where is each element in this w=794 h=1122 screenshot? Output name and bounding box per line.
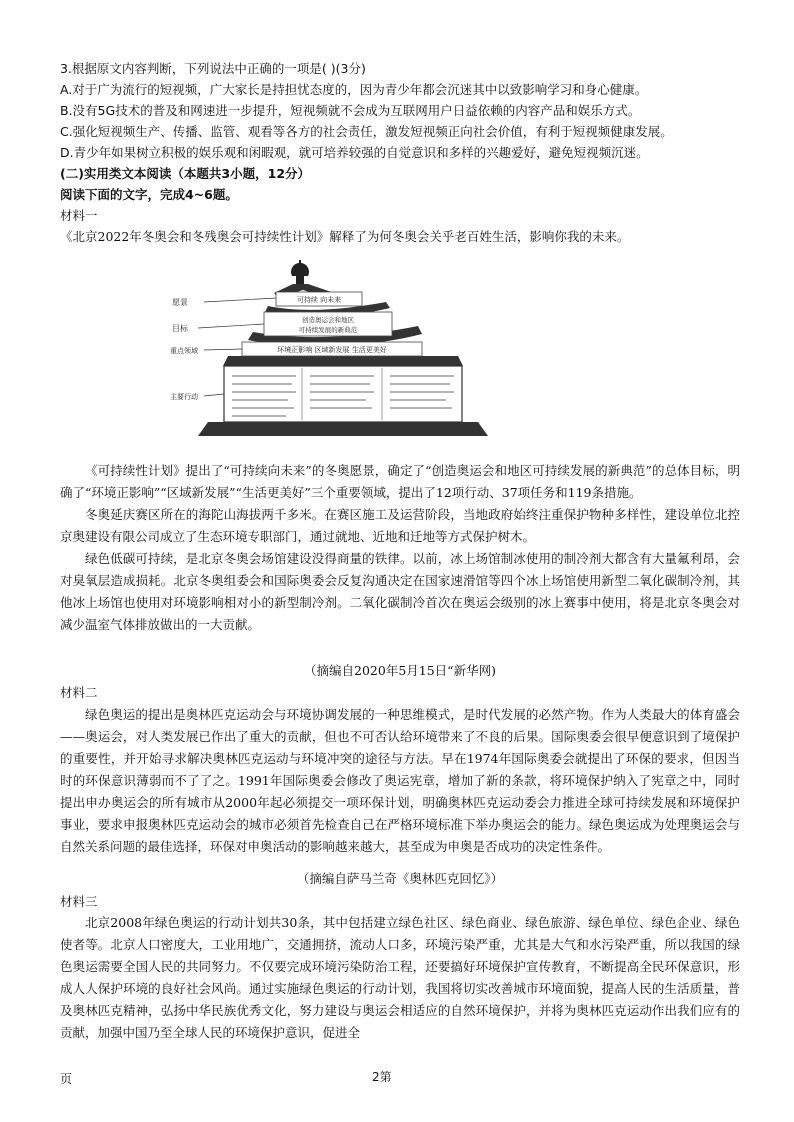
- material-1-paragraph: 《可持续性计划》提出了“可持续向未来”的冬奥愿景，确定了“创造奥运会和地区可持续发展的新典范”的总体目标，明确了“环境正影响”“区域新发展”“生活更美好”三个重要领域，提出了12项行动、37项任务和119条措施。: [60, 463, 740, 500]
- material-2-body: [60, 704, 740, 858]
- material-1-intro: 《北京2022年冬奥会和冬残奥会可持续性计划》解释了为何冬奥会关乎老百姓生活，影响你我的未来。: [60, 229, 630, 244]
- footer-page-number: 2第: [372, 1070, 392, 1084]
- material-2-label: 材料二: [60, 685, 98, 700]
- material-1-source: （摘编自2020年5月15日“新华网): [304, 663, 496, 678]
- question-3-stem: 3.根据原文内容判断，下列说法中正确的一项是( )(3分): [60, 61, 366, 76]
- tier2-text-line1: 创造奥运会和地区: [302, 316, 354, 324]
- material-3-paragraph: 北京2008年绿色奥运的行动计划共30条，其中包括建立绿色社区、绿色商业、绿色旅游、绿色单位、绿色企业、绿色使者等。北京人口密度大，工业用地广，交通拥挤，流动人口多，环境污染严重，尤其是大气和水污染严重，所以我国的绿色奥运需要全国人民的共同努力。不仅要完成环境污染防治工程，还要搞好环境保护宣传教育，不断提高全民环保意识，形成人人保护环境的良好社会风尚。通过实施绿色奥运的行动计划，我国将切实改善城市环境面貌，提高人民的生活质量，普及奥林匹克精神，弘扬中华民族优秀文化，努力建设与奥运会相适应的自然环境保护，并将为奥林匹克运动作出我们应有的贡献，加强中国乃至全球人民的环境保护意识，促进全: [60, 915, 740, 1040]
- material-2-paragraph: 绿色奥运的提出是奥林匹克运动会与环境协调发展的一种思维模式，是时代发展的必然产物。作为人类最大的体育盛会——奥运会，对人类发展已作出了重大的贡献，但也不可否认给环境带来了不良的后果。国际奥委会很早便意识到了境保护的重要性，并开始寻求解决奥林匹克运动与环境冲突的途径与方法。早在1974年国际奥委会就提出了环保的要求，但因当时的环保意识薄弱而不了了之。1991年国际奥委会修改了奥运宪章，增加了新的条款，将环境保护纳入了宪章之中，同时提出申办奥运会的所有城市从2000年起必须提交一项环保计划，明确奥林匹克运动委会力推进全球可持续发展和环境保护事业，要求申报奥林匹克运动会的城市必须首先检查自己在严格环境标准下举办奥运会的能力。绿色奥运成为处理奥运会与自然关系问题的最佳选择，环保对申奥活动的影响越来越大，甚至成为申奥是否成功的决定性条件。: [60, 707, 740, 854]
- tier2-text-line2: 可持续发展的新典范: [298, 326, 358, 334]
- material-1-label: 材料一: [60, 208, 98, 223]
- material-1-paragraph: 冬奥延庆赛区所在的海陀山海拔两千多米。在赛区施工及运营阶段，当地政府始终注重保护物种多样性，建设单位北控京奥建设有限公司成立了生态环境专职部门，通过就地、近地和迁地等方式保护树木。: [60, 507, 740, 544]
- material-2-source: （摘编自萨马兰奇《奥林匹克回忆》）: [296, 871, 504, 886]
- sustainability-plan-figure: [168, 256, 548, 446]
- finial-icon: [291, 260, 309, 284]
- section-instruction: 阅读下面的文字，完成4~6题。: [60, 187, 238, 202]
- label-goal: 目标: [172, 324, 188, 333]
- label-vision: 愿景: [172, 298, 188, 307]
- option-c: C.强化短视频生产、传播、监管、观看等各方的社会责任，激发短视频正向社会价值，有利于短视频健康发展。: [60, 124, 673, 139]
- label-main-actions: 主要行动: [170, 393, 198, 401]
- label-key-areas: 重点领域: [170, 347, 198, 355]
- temple-diagram: [168, 256, 548, 446]
- option-d: D.青少年如果树立积极的娱乐观和闲暇观，就可培养较强的自觉意识和多样的兴趣爱好，避免短视频沉迷。: [60, 145, 649, 160]
- tier3-text: 环境正影响 区域新发展 生活更美好: [277, 346, 387, 354]
- section-heading: (二)实用类文本阅读（本题共3小题，12分）: [60, 166, 311, 181]
- material-3-body: [60, 912, 740, 1044]
- material-1-body: [60, 460, 740, 636]
- footer-page-label: 页: [60, 1072, 73, 1086]
- tier1-text: 可持续 向未来: [296, 296, 342, 304]
- platform-base: [198, 422, 488, 436]
- material-1-paragraph: 绿色低碳可持续，是北京冬奥会场馆建设没得商量的铁律。以前，冰上场馆制冰使用的制冷剂大都含有大量氟利昂，会对臭氧层造成损耗。北京冬奥组委会和国际奥委会反复沟通决定在国家速滑馆等四个冰上场馆使用新型二氧化碳制冷剂，其他冰上场馆也使用对环境影响相对小的新型制冷剂。二氧化碳制冷首次在奥运会级别的冰上赛事中使用，将是北京冬奥会对减少温室气体排放做出的一大贡献。: [60, 551, 740, 632]
- option-b: B.没有5G技术的普及和网速进一步提升，短视频就不会成为互联网用户日益依赖的内容产品和娱乐方式。: [60, 103, 641, 118]
- material-3-label: 材料三: [60, 894, 98, 909]
- option-a: A.对于广为流行的短视频，广大家长是持担忧态度的，因为青少年都会沉迷其中以致影响学习和身心健康。: [60, 82, 648, 97]
